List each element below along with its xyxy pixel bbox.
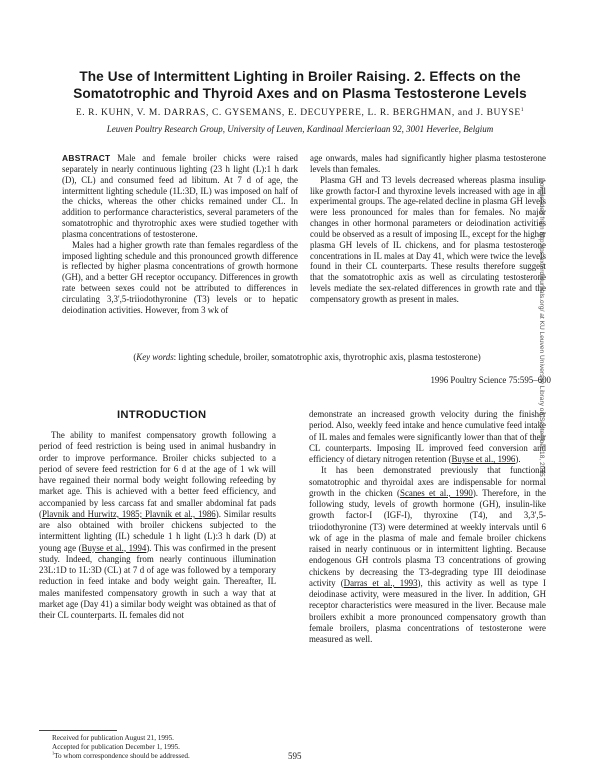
footnote-divider (39, 730, 117, 731)
keywords-text: : lighting schedule, broiler, somatotrophic axis, thyrotrophic axis, plasma testosterone) (173, 352, 481, 362)
ref-scanes-1990[interactable]: Scanes et al., 1990 (400, 487, 473, 498)
footnote-correspondence-text: To whom correspondence should be addressed. (54, 751, 190, 760)
keywords-label: Key words (136, 352, 174, 362)
ref-buyse-1994[interactable]: Buyse et al., 1994 (81, 542, 147, 553)
intro-text-3c: ), this activity as well as type I deiodinase activity, were measured in the liver. In addition, GH receptor characteristics were measured in the liver. Because male broilers exhibit a more pronounced compensatory growth than female broilers, plasma concentrations of testosterone were measured as well. (309, 577, 546, 644)
intro-right-column (309, 409, 546, 645)
page-number: 595 (288, 751, 302, 761)
intro-text-1b: ). Similar results are also obtained with broiler chickens subjected to the intermittent lighting (IL) schedule 1 h light (L):3 h dark (D) at young age ( (39, 508, 276, 553)
footnote-correspondence: $^1$To whom correspondence should be addressed. (52, 750, 190, 760)
intro-text-1a: The ability to manifest compensatory growth following a period of feed restriction is being used in animal husbandry in order to improve performance. Broiler chicks subjected to a period of severe feed restriction for 6 d at the age of 1 wk will have regained their normal body weight following refeeding by market age. This is achieved with a better feed efficiency, and accompanied by less carcass fat and smaller abdominal fat pads ( (39, 430, 276, 519)
introduction-heading: INTRODUCTION (117, 409, 207, 421)
intro-text-1c: ). This was confirmed in the present study. Indeed, changing from nearly continuous illumination 23L:1D to 1L:3D (CL) at 7 d of age was followed by a temporary reduction in feed intake and body weight gain. Thereafter, IL males manifested compensatory growth in such a way that at market age (Day 41) a similar body weight was obtained as that of their CL counterparts. IL females did not (39, 542, 276, 620)
abstract-text-4: Plasma GH and T3 levels decreased whereas plasma insulin-like growth factor-I and thyroxine levels increased with age in all experimental groups. The age-related decline in plasma GH levels were less pronounced for males than for females. No major changes in other hormonal parameters or deiodination activities could be observed as a result of imposing IL, except for the higher plasma GH levels of IL chickens, and for plasma testosterone concentrations in IL males at Day 41, which were twice the levels found in their CL counterparts. These results therefore suggest that the somatotrophic axis as well as circulating testosterone levels mediate the sex-related differences in growth rate and the compensatory growth as present in males. (310, 174, 546, 304)
ref-darras-1993[interactable]: Darras et al., 1993 (343, 577, 418, 588)
ref-buyse-1996[interactable]: Buyse et al., 1996 (451, 454, 516, 464)
intro-paragraph-1 (39, 430, 276, 621)
abstract-text-1: Male and female broiler chicks were raised separately in nearly continuous lighting (23 h light (L):1 h dark (D), CL) and consumed feed ad libitum. At 7 d of age, the intermittent lighting schedule (1L:3D, IL) was imposed on half of the chicks, whereas the other chicks remained under CL. In addition to performance characteristics, several parameters of the somatotrophic and thyrotrophic axes were studied together with plasma concentrations of testosterone. (62, 153, 298, 239)
intro-left-column (39, 430, 276, 621)
footnote-accepted: Accepted for publication December 1, 1995. (52, 742, 180, 751)
abstract-heading: ABSTRACT (62, 153, 111, 163)
intro-text-2b: ). (515, 454, 521, 464)
intro-paragraph-2 (309, 409, 546, 465)
corresponding-mark: 1 (520, 106, 525, 113)
affiliation: Leuven Poultry Research Group, University of Leuven, Kardinaal Mercierlaan 92, 3001 Heverlee, Belgium (106, 124, 494, 134)
abstract-text-2: Males had a higher growth rate than females regardless of the imposed lighting schedule and this pronounced growth difference is reflected by higher plasma concentrations of growth hormone (GH), and a better GH receptor occupancy. Differences in growth rate between sexes could not be attributed to differences in circulating 3,3',5-triiodothyronine (T3) levels or to hepatic deiodination activities. However, from 3 wk of (62, 239, 298, 315)
footnotes (52, 734, 190, 760)
download-watermark: Downloaded from http://ps.oxfordjournals.org/ at KU Leuven University Library on September 18, 2015 (538, 178, 545, 477)
footnote-received: Received for publication August 21, 1995. (52, 734, 174, 742)
intro-text-3b: ). Therefore, in the following study, levels of growth hormone (GH), insulin-like growth factor-I (IGF-I), thyroxine (T4), and 3,3',5-triiodothyronine (T3) were determined at weekly intervals until 6 wk of age in the plasma of male and female broiler chickens raised in nearly continuous or in intermittent lighting. Because endogenous GH controls plasma T3 concentrations of growing chickens by decreasing the T3-degrading type III deiodinase activity ( (309, 487, 546, 588)
abstract-left-column (62, 153, 298, 316)
ref-plavnik[interactable]: Plavnik and Hurwitz, 1985; Plavnik et al., 1986 (41, 508, 216, 519)
intro-text-2a: demonstrate an increased growth velocity during the finisher period. Also, weekly feed intake and hence cumulative feed intake of IL males and females were significantly lower than that of their CL counterparts. Imposing IL improved feed conversion and efficiency of dietary nitrogen retention ( (309, 409, 546, 464)
abstract-text-3: age onwards, males had significantly higher plasma testosterone levels than females. (310, 153, 546, 174)
keywords: (Key words: lighting schedule, broiler, somatotrophic axis, thyrotrophic axis, plasma testosterone) (133, 352, 481, 362)
intro-paragraph-3 (309, 465, 546, 645)
paper-title: The Use of Intermittent Lighting in Broiler Raising. 2. Effects on the Somatotrophic and Thyroid Axes and on Plasma Testosterone Levels (73, 69, 527, 101)
authors-text: E. R. KUHN, V. M. DARRAS, C. GYSEMANS, E. DECUYPERE, L. R. BERGHMAN, and J. BUYSE (75, 108, 521, 118)
intro-text-3a: It has been demonstrated previously that functional somatotrophic and thyroidal axes are indispensable for normal growth in the chicken ( (309, 465, 546, 498)
journal-citation: 1996 Poultry Science 75:595–600 (430, 375, 551, 385)
abstract-right-column (310, 153, 546, 305)
author-list (40, 108, 560, 118)
